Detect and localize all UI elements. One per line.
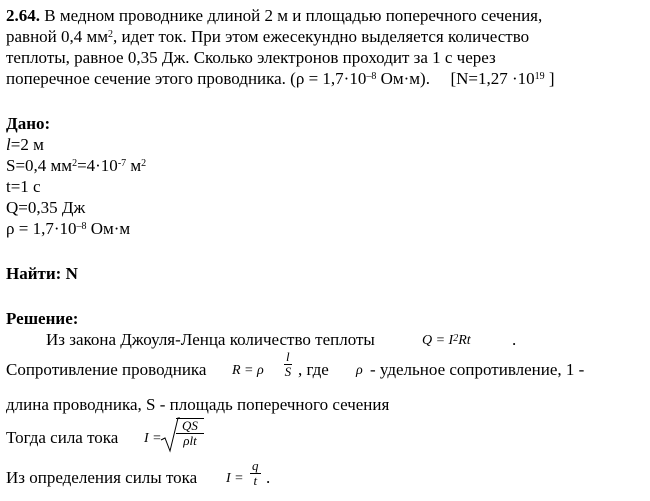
problem-sup-2: 2 bbox=[108, 29, 114, 40]
resistance-numerator: l bbox=[286, 349, 290, 364]
joule-formula-b: Rt bbox=[458, 333, 471, 348]
resistance-denominator: S bbox=[284, 364, 292, 379]
solution-heading: Решение: bbox=[6, 309, 79, 328]
definition-denominator: t bbox=[253, 473, 258, 488]
current-denominator: ρlt bbox=[183, 433, 197, 448]
find-heading: Найти: N bbox=[6, 264, 78, 283]
given-area-sup1: 2 bbox=[72, 158, 78, 169]
current-fraction bbox=[176, 418, 204, 448]
resistance-rho-symbol: ρ bbox=[356, 363, 363, 378]
given-heading: Дано: bbox=[6, 114, 51, 133]
current-text: Тогда сила тока bbox=[6, 428, 119, 447]
problem-line-1 bbox=[6, 6, 542, 26]
given-length bbox=[6, 135, 44, 155]
problem-line-4 bbox=[6, 69, 555, 89]
given-rho-a: ρ = 1,7·10 bbox=[6, 219, 77, 238]
problem-text-2a: равной 0,4 мм bbox=[6, 27, 109, 46]
given-rho-b: Ом·м bbox=[86, 219, 131, 238]
given-area-sup3: 2 bbox=[141, 158, 147, 169]
problem-text-3: теплоты, равное 0,35 Дж. Сколько электронов проходит за 1 с через bbox=[6, 48, 496, 67]
joule-line bbox=[46, 330, 375, 350]
given-area-b: =4·10 bbox=[77, 156, 118, 175]
resistance-fraction bbox=[284, 350, 292, 379]
given-area bbox=[6, 156, 146, 176]
answer-text-b: ] bbox=[544, 69, 555, 88]
joule-end: . bbox=[512, 330, 517, 349]
resistance-formula-left: R = ρ bbox=[232, 363, 264, 378]
given-resistivity bbox=[6, 219, 130, 239]
problem-line-2 bbox=[6, 27, 529, 47]
given-heat: Q=0,35 Дж bbox=[6, 198, 86, 217]
joule-formula-sup: 2 bbox=[453, 333, 459, 344]
definition-end: . bbox=[266, 468, 271, 487]
given-length-value: =2 м bbox=[10, 135, 44, 154]
joule-formula bbox=[422, 331, 471, 351]
given-length-symbol: l bbox=[6, 135, 11, 154]
resistance-line-2: длина проводника, S - площадь поперечного сечения bbox=[6, 395, 390, 414]
given-time: t=1 с bbox=[6, 177, 41, 196]
resistance-text: Сопротивление проводника bbox=[6, 360, 207, 379]
answer-text-a: [N=1,27 ·10 bbox=[450, 69, 535, 88]
problem-text-1: В медном проводнике длиной 2 м и площадью поперечного сечения, bbox=[44, 6, 543, 25]
definition-numerator: q bbox=[252, 458, 259, 473]
given-rho-sup: –8 bbox=[76, 221, 87, 232]
given-area-sup2: -7 bbox=[117, 158, 127, 169]
problem-number: 2.64. bbox=[6, 6, 40, 25]
definition-formula-left: I = bbox=[226, 471, 244, 486]
problem-text-2b: , идет ток. При этом ежесекундно выделяется количество bbox=[113, 27, 530, 46]
resistance-rest: - удельное сопротивление, 1 - bbox=[370, 360, 585, 379]
problem-line-3 bbox=[6, 48, 496, 68]
given-area-c: м bbox=[126, 156, 142, 175]
problem-text-4b: Ом·м). bbox=[376, 69, 430, 88]
answer-sup: 19 bbox=[534, 71, 545, 82]
definition-fraction bbox=[250, 459, 261, 488]
joule-formula-a: Q = I bbox=[422, 333, 454, 348]
problem-sup-4: –8 bbox=[366, 71, 377, 82]
given-area-a: S=0,4 мм bbox=[6, 156, 73, 175]
resistance-where: , где bbox=[298, 360, 329, 379]
problem-text-4a: поперечное сечение этого проводника. (ρ = 1,7·10 bbox=[6, 69, 367, 88]
definition-text: Из определения силы тока bbox=[6, 468, 198, 487]
current-numerator: QS bbox=[176, 419, 204, 434]
joule-text: Из закона Джоуля-Ленца количество теплоты bbox=[46, 330, 375, 349]
current-formula-left: I = bbox=[144, 431, 162, 446]
